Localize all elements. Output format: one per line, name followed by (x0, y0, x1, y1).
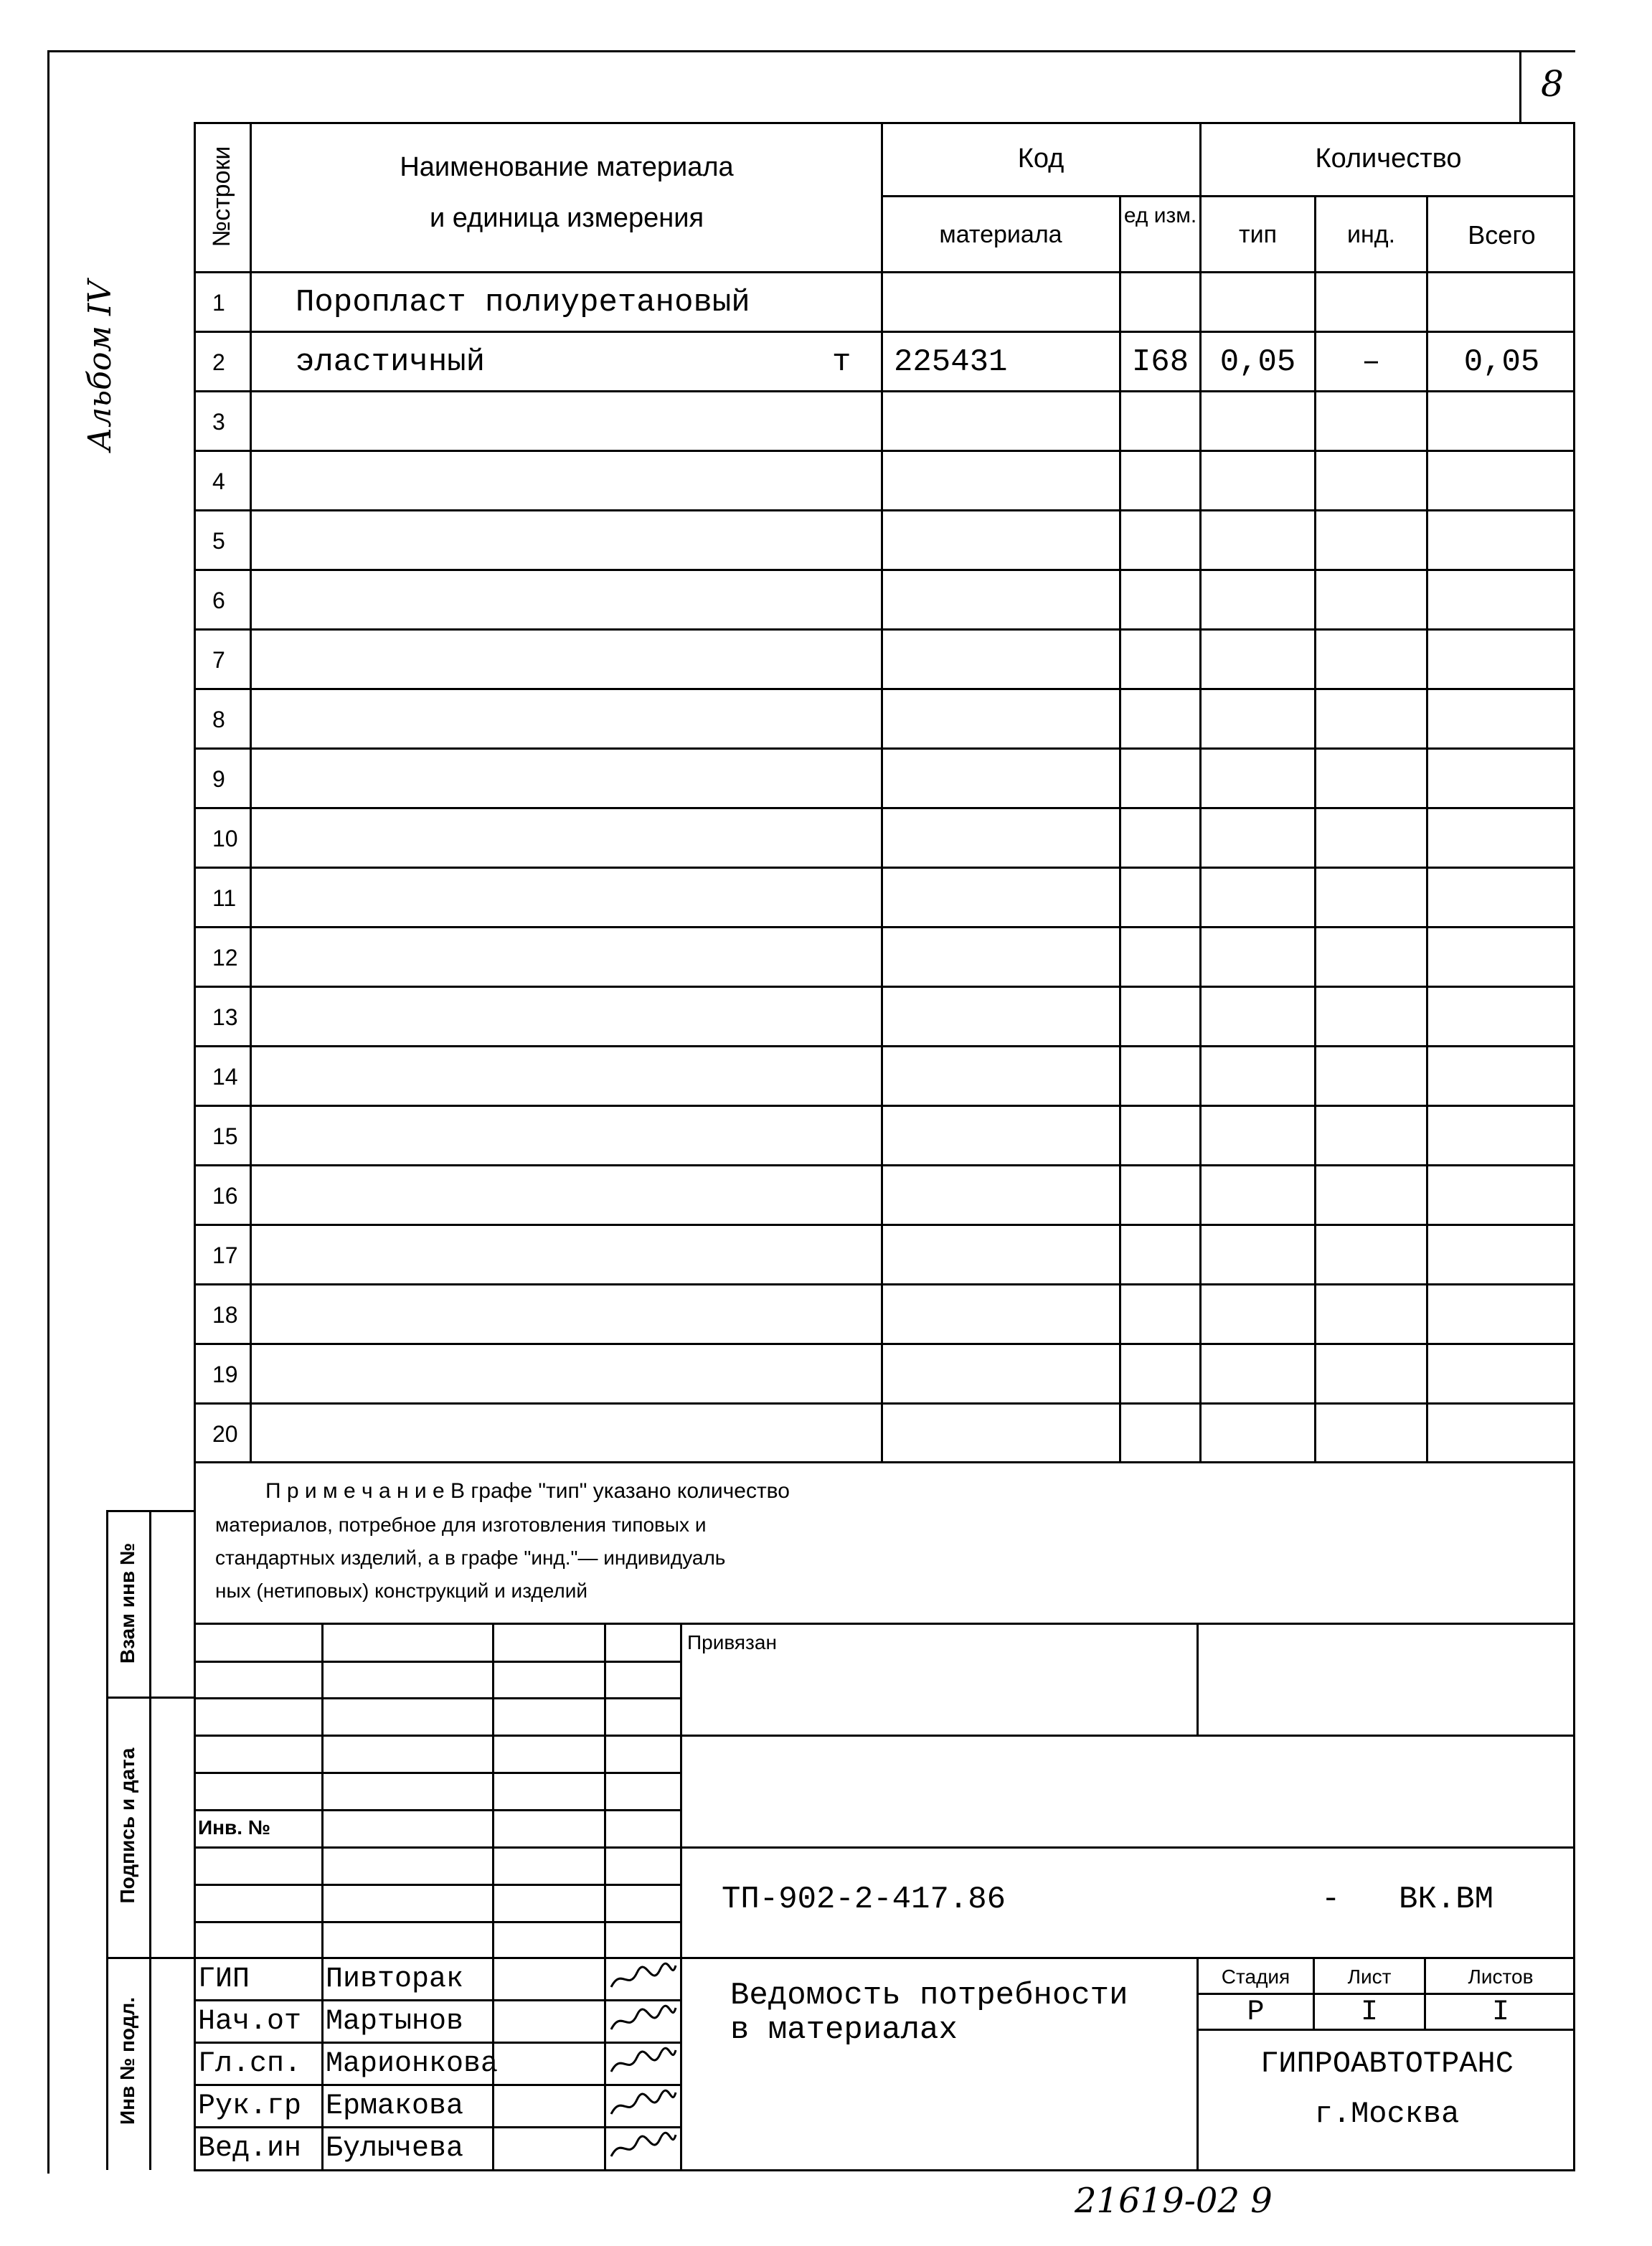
side-stamp-outer (106, 1510, 108, 2170)
row-divider (194, 1402, 1575, 1405)
stamp-left-line-12 (194, 2084, 680, 2086)
qty-type: 0,05 (1219, 344, 1296, 380)
row-divider (194, 986, 1575, 988)
stamp-left-line-10 (194, 1999, 680, 2001)
row-number: 16 (212, 1182, 238, 1209)
side-label-podpis: Подпись и дата (116, 1747, 138, 1904)
note-line4: ных (нетиповых) конструкций и изделий (215, 1580, 588, 1602)
side-stamp-div1 (106, 1697, 194, 1699)
row-number: 3 (212, 408, 225, 435)
signer-name: Марионкова (326, 2048, 499, 2080)
qty-ind: – (1361, 344, 1381, 380)
row-divider (194, 450, 1575, 452)
signer-name: Булычева (326, 2133, 464, 2165)
page-top-rule (47, 50, 1575, 52)
col-line-name (881, 122, 883, 1463)
row-number: 13 (212, 1004, 238, 1030)
header-name-line2: и единица измерения (429, 203, 704, 233)
signature-scribble (607, 1960, 679, 1996)
row-number: 12 (212, 944, 238, 971)
stamp-stage-value: Р (1247, 1996, 1265, 2029)
bottom-code: 21619-02 9 (1075, 2181, 1273, 2221)
stamp-stage-bottom-line (1196, 2029, 1575, 2031)
row-divider (194, 867, 1575, 869)
row-divider (194, 1343, 1575, 1345)
stamp-col-name (492, 1623, 494, 2169)
unit-letter: т (832, 344, 851, 380)
material-name: эластичный (296, 344, 486, 380)
signer-role: Гл.сп. (198, 2048, 302, 2080)
stamp-col-sign (604, 1623, 606, 2169)
signer-role: Вед.ин (198, 2133, 302, 2165)
stamp-sheets-value: I (1491, 1996, 1509, 2029)
stamp-left-line-13 (194, 2126, 680, 2128)
row-divider (194, 688, 1575, 690)
row-divider (194, 569, 1575, 571)
row-divider (194, 390, 1575, 392)
stamp-doc-suffix: ВК.ВМ (1399, 1882, 1494, 1917)
row-divider (194, 1164, 1575, 1166)
signature-scribble (607, 2044, 679, 2080)
stamp-left-line-1 (194, 1661, 680, 1663)
col-line-mat (1119, 195, 1121, 1463)
row-number: 2 (212, 349, 225, 375)
row-number: 15 (212, 1123, 238, 1149)
signature-scribble (607, 2087, 679, 2123)
header-bottom-line (194, 271, 1575, 273)
stamp-right-line-2 (680, 1846, 1575, 1849)
stamp-stage-header: Стадия (1221, 1966, 1290, 1988)
signer-name: Ермакова (326, 2090, 464, 2123)
row-number: 8 (212, 706, 225, 732)
row-number: 20 (212, 1420, 238, 1447)
page-left-rule (47, 50, 49, 2174)
stamp-doc-dash: - (1321, 1882, 1341, 1917)
side-stamp-top (106, 1510, 194, 1512)
stamp-title-line2: в материалах (730, 2012, 958, 2048)
stamp-left-line-8 (194, 1921, 680, 1923)
row-number: 17 (212, 1242, 238, 1268)
unit-code: I68 (1131, 344, 1189, 380)
signer-name: Пивторак (326, 1963, 464, 1996)
row-number: 5 (212, 527, 225, 554)
signature-scribble (607, 2129, 679, 2165)
header-quantity: Количество (1315, 143, 1462, 174)
header-code: Код (1017, 143, 1065, 174)
row-divider (194, 807, 1575, 809)
stamp-left-line-6 (194, 1846, 680, 1849)
row-divider (194, 1045, 1575, 1047)
row-divider (194, 1224, 1575, 1226)
stamp-right-line-3 (680, 1957, 1575, 1959)
row-divider (194, 1105, 1575, 1107)
header-code-unit: ед изм. (1123, 204, 1197, 227)
qty-total: 0,05 (1463, 344, 1540, 380)
sheet-number: 8 (1541, 63, 1564, 105)
note-bottom-line (194, 1623, 1575, 1625)
stamp-sheet-header: Лист (1347, 1966, 1392, 1988)
header-qty-type: тип (1239, 221, 1277, 248)
note-line3: стандартных изделий, а в графе "инд."— индивидуаль (215, 1547, 726, 1569)
col-line-unit (1199, 122, 1202, 1463)
header-row-number: №строки (208, 146, 235, 247)
header-sub-line (881, 195, 1575, 197)
signer-role: Рук.гр (198, 2090, 302, 2123)
row-number: 14 (212, 1063, 238, 1090)
sheet-number-box-left (1519, 50, 1521, 122)
row-divider (194, 628, 1575, 631)
row-number: 18 (212, 1301, 238, 1328)
header-qty-total: Всего (1468, 220, 1536, 250)
side-label-vzam: Взам инв № (116, 1542, 138, 1664)
stamp-organization: ГИПРОАВТОТРАНС (1260, 2047, 1514, 2081)
row-number: 4 (212, 468, 225, 494)
col-line-rowno (250, 122, 252, 1463)
stamp-left-line-11 (194, 2042, 680, 2044)
stamp-left-line-9 (194, 1957, 680, 1959)
header-code-material: материала (939, 221, 1062, 248)
row-divider (194, 747, 1575, 750)
row-divider (194, 1283, 1575, 1285)
row-number: 9 (212, 765, 225, 792)
stamp-sheet-value: I (1360, 1996, 1378, 2029)
row-number: 7 (212, 646, 225, 673)
signer-role: ГИП (198, 1963, 250, 1996)
row-divider (194, 331, 1575, 333)
note-left-line (194, 1463, 196, 2170)
stamp-col-role (321, 1623, 324, 2169)
stamp-sheets-header: Листов (1468, 1966, 1534, 1988)
stamp-left-line-3 (194, 1735, 680, 1737)
side-label-inv-podl: Инв № подл. (116, 1997, 138, 2125)
stamp-title-line1: Ведомость потребности (730, 1978, 1128, 2014)
stamp-bottom-line (194, 2169, 1575, 2171)
header-name-line1: Наименование материала (400, 152, 734, 182)
row-divider (194, 926, 1575, 928)
row-number: 6 (212, 587, 225, 613)
material-code: 225431 (894, 344, 1008, 380)
note-line1: П р и м е ч а н и е В графе "тип" указано количество (265, 1479, 790, 1503)
col-line-ind (1426, 195, 1428, 1463)
side-stamp-div2 (106, 1957, 194, 1959)
stamp-inv-no: Инв. № (198, 1816, 271, 1839)
row-number: 11 (212, 884, 237, 911)
side-stamp-inner (149, 1510, 151, 2170)
row-number: 10 (212, 825, 238, 851)
stamp-right-line-1 (680, 1735, 1575, 1737)
stamp-left-line-7 (194, 1884, 680, 1886)
stamp-city: г.Москва (1314, 2097, 1460, 2131)
note-line2: материалов, потребное для изготовления типовых и (215, 1514, 707, 1536)
row-number: 19 (212, 1361, 238, 1387)
signer-role: Нач.от (198, 2006, 302, 2038)
stamp-left-line-2 (194, 1697, 680, 1699)
stamp-privyazan: Привязан (687, 1631, 777, 1653)
signature-scribble (607, 2002, 679, 2038)
album-label: Альбом IV (82, 280, 118, 452)
material-name: Поропласт полиуретановый (296, 284, 750, 321)
signer-name: Мартынов (326, 2006, 464, 2038)
stamp-col-date (680, 1623, 682, 2169)
col-line-type (1314, 195, 1316, 1463)
row-divider (194, 509, 1575, 511)
stamp-stage-header-line (1196, 1993, 1575, 1995)
stamp-left-line-4 (194, 1772, 680, 1774)
stamp-privyazan-right (1196, 1623, 1199, 1735)
row-number: 1 (212, 289, 225, 316)
stamp-left-line-5 (194, 1809, 680, 1811)
materials-table (194, 122, 1575, 1463)
stamp-doc-code: ТП-902-2-417.86 (722, 1882, 1006, 1917)
header-qty-ind: инд. (1346, 221, 1396, 248)
